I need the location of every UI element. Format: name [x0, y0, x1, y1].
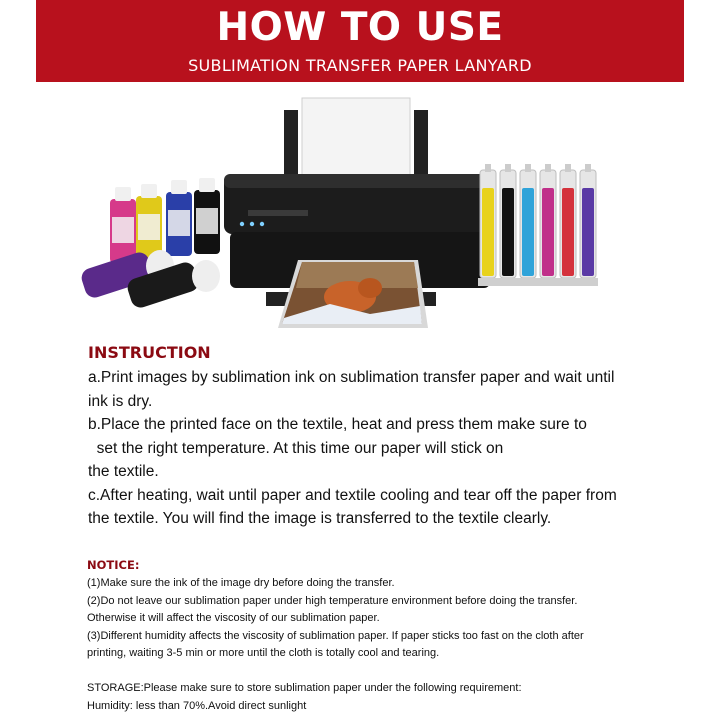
ink-bottle-icon	[136, 184, 162, 260]
page-title: HOW TO USE	[216, 5, 504, 50]
ink-tank-icon	[520, 164, 536, 278]
ink-tank-icon	[540, 164, 556, 278]
header-banner	[36, 0, 684, 82]
instruction-text	[88, 366, 648, 531]
notice-line: (3)Different humidity affects the viscosity of sublimation paper. If paper sticks too fast on the cloth after	[87, 629, 584, 642]
notice-heading: NOTICE:	[87, 558, 140, 572]
ink-tank-icon	[480, 164, 496, 278]
storage-line: Humidity: less than 70%.Avoid direct sunlight	[87, 699, 307, 712]
ink-tank-icon	[560, 164, 576, 278]
instruction-line: ink is dry.	[88, 392, 153, 410]
product-illustration	[70, 92, 650, 340]
instruction-line: the textile. You will find the image is transferred to the textile clearly.	[88, 510, 552, 527]
instruction-section	[88, 343, 648, 531]
ink-bottle-icon	[166, 180, 192, 256]
notice-line: Otherwise it will affect the viscosity of our sublimation paper.	[87, 612, 380, 624]
instruction-heading: INSTRUCTION	[88, 343, 211, 362]
ink-bottle-icon	[110, 187, 136, 263]
ink-tank-icon	[500, 164, 516, 278]
instruction-line: set the right temperature. At this time our paper will stick on	[88, 439, 504, 457]
storage-section	[87, 680, 707, 715]
page-subtitle: SUBLIMATION TRANSFER PAPER LANYARD	[188, 56, 532, 75]
ink-bottles-icon	[79, 178, 220, 310]
ink-tank-system-icon	[478, 164, 598, 286]
storage-text	[87, 680, 707, 715]
instruction-line: b.Place the printed face on the textile, heat and press them make sure to	[88, 416, 587, 433]
ink-bottle-icon	[194, 178, 220, 254]
instruction-line: the textile.	[88, 463, 159, 480]
photo-print-icon	[278, 260, 428, 328]
notice-line: (1)Make sure the ink of the image dry before doing the transfer.	[87, 577, 395, 589]
ink-tank-icon	[580, 164, 596, 278]
instruction-line: a.Print images by sublimation ink on sublimation transfer paper and wait until	[88, 369, 615, 386]
notice-section	[87, 558, 707, 663]
storage-line: STORAGE:Please make sure to store sublimation paper under the following requirement:	[87, 682, 522, 694]
notice-text	[87, 575, 707, 663]
notice-line: (2)Do not leave our sublimation paper under high temperature environment before doing the transfer.	[87, 594, 578, 607]
instruction-line: c.After heating, wait until paper and textile cooling and tear off the paper from	[88, 486, 617, 504]
notice-line: printing, waiting 3-5 min or more until the cloth is totally cool and tearing.	[87, 647, 440, 659]
